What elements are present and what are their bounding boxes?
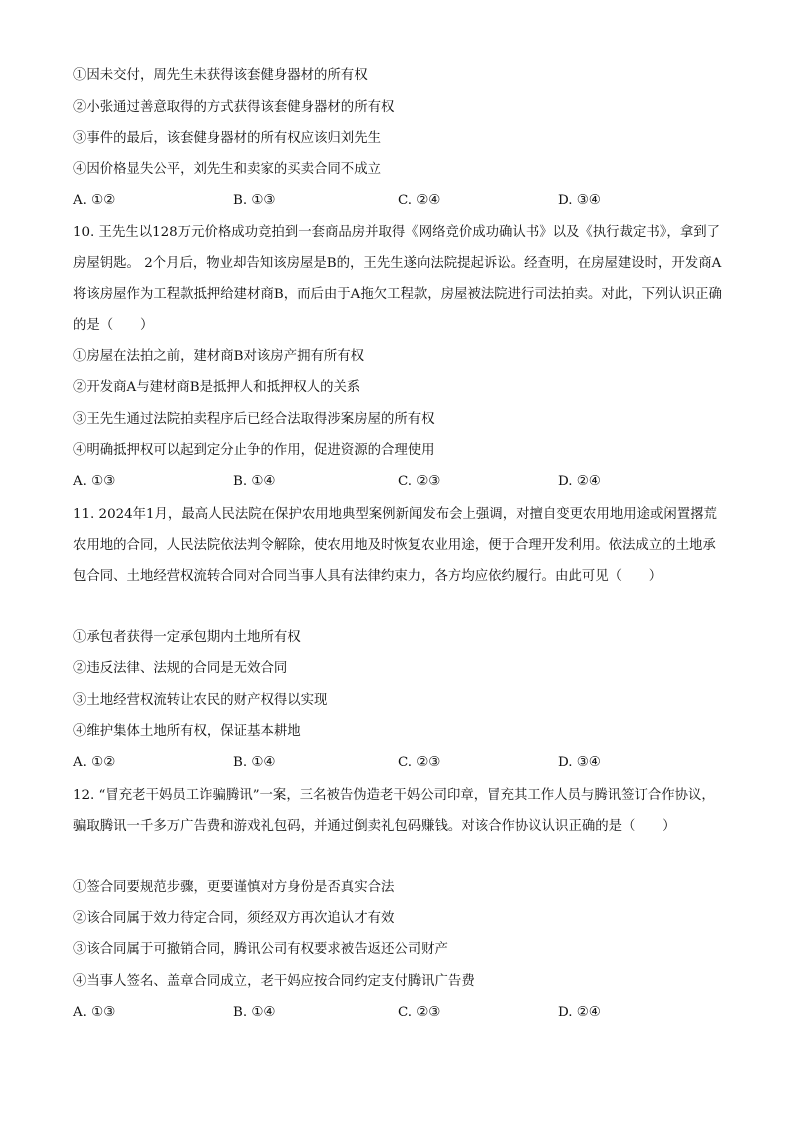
q12-statement-1: ①签合同要规范步骤，更要谨慎对方身份是否真实合法 (73, 880, 395, 895)
q12-statement-3: ③该合同属于可撤销合同，腾讯公司有权要求被告返还公司财产 (73, 942, 448, 957)
q9-option-d[interactable]: D. ③④ (558, 193, 601, 208)
q12-statement-4: ④当事人签名、盖章合同成立，老干妈应按合同约定支付腾讯广告费 (73, 974, 475, 989)
q10-options (73, 472, 733, 492)
q11-option-b[interactable]: B. ①④ (233, 755, 276, 770)
q10-statement-2: ②开发商A与建材商B是抵押人和抵押权人的关系 (73, 380, 361, 395)
q10-statement-3: ③王先生通过法院拍卖程序后已经合法取得涉案房屋的所有权 (73, 412, 435, 427)
q10-option-c[interactable]: C. ②③ (398, 474, 441, 489)
q9-option-a[interactable]: A. ①② (73, 193, 116, 208)
q11-statement-4: ④维护集体土地所有权，保证基本耕地 (73, 724, 301, 739)
q11-statement-2: ②违反法律、法规的合同是无效合同 (73, 661, 288, 676)
q11-statement-1: ①承包者获得一定承包期内土地所有权 (73, 630, 301, 645)
q9-statement-2: ②小张通过善意取得的方式获得该套健身器材的所有权 (73, 100, 395, 115)
q9-option-b[interactable]: B. ①③ (233, 193, 276, 208)
q9-statement-4: ④因价格显失公平，刘先生和卖家的买卖合同不成立 (73, 162, 381, 177)
q11-option-c[interactable]: C. ②③ (398, 755, 441, 770)
q11-options (73, 753, 733, 773)
q9-options (73, 191, 733, 211)
q12-option-b[interactable]: B. ①④ (233, 1005, 276, 1020)
q11-option-a[interactable]: A. ①② (73, 755, 116, 770)
q10-option-a[interactable]: A. ①③ (73, 474, 116, 489)
q11-stem: 11. 2024年1月，最高人民法院在保护农用地典型案例新闻发布会上强调，对擅自变更农用地用途或闲置撂荒农用地的合同，人民法院依法判令解除，使农用地及时恢复农业用途，便于合理开发利用。依法成立的土地承包合同、土地经营权流转合同对合同当事人具有法律约束力，各方均应依约履行。由此可见（ ） (73, 507, 717, 584)
q9-statement-3: ③事件的最后，该套健身器材的所有权应该归刘先生 (73, 131, 381, 146)
q10-option-b[interactable]: B. ①④ (233, 474, 276, 489)
q10-statement-4: ④明确抵押权可以起到定分止争的作用，促进资源的合理使用 (73, 443, 435, 458)
q10-stem: 10. 王先生以128万元价格成功竞拍到一套商品房并取得《网络竞价成功确认书》以及《执行裁定书》，拿到了房屋钥匙。 2个月后，物业却告知该房屋是B的，王先生遂向法院提起诉讼。经查明，在房屋建设时，开发商A将该房屋作为工程款抵押给建材商B，而后由于A拖欠工程款，房屋被法院进行司法拍卖。对此，下列认识正确的是（ ） (73, 225, 722, 333)
q9-statement-1: ①因未交付，周先生未获得该套健身器材的所有权 (73, 68, 368, 83)
q9-option-c[interactable]: C. ②④ (398, 193, 441, 208)
q12-options (73, 1003, 733, 1023)
q10-option-d[interactable]: D. ②④ (558, 474, 601, 489)
q11-statement-3: ③土地经营权流转让农民的财产权得以实现 (73, 693, 328, 708)
q12-option-c[interactable]: C. ②③ (398, 1005, 441, 1020)
q12-option-a[interactable]: A. ①③ (73, 1005, 116, 1020)
q12-stem: 12. “冒充老干妈员工诈骗腾讯”一案，三名被告伪造老干妈公司印章，冒充其工作人员与腾讯签订合作协议，骗取腾讯一千多万广告费和游戏礼包码，并通过倒卖礼包码赚钱。对该合作协议认识正确的是（ ） (73, 788, 715, 834)
q11-option-d[interactable]: D. ③④ (558, 755, 601, 770)
q12-option-d[interactable]: D. ②④ (558, 1005, 601, 1020)
q12-statement-2: ②该合同属于效力待定合同，须经双方再次追认才有效 (73, 911, 395, 926)
q10-statement-1: ①房屋在法拍之前，建材商B对该房产拥有所有权 (73, 349, 365, 364)
